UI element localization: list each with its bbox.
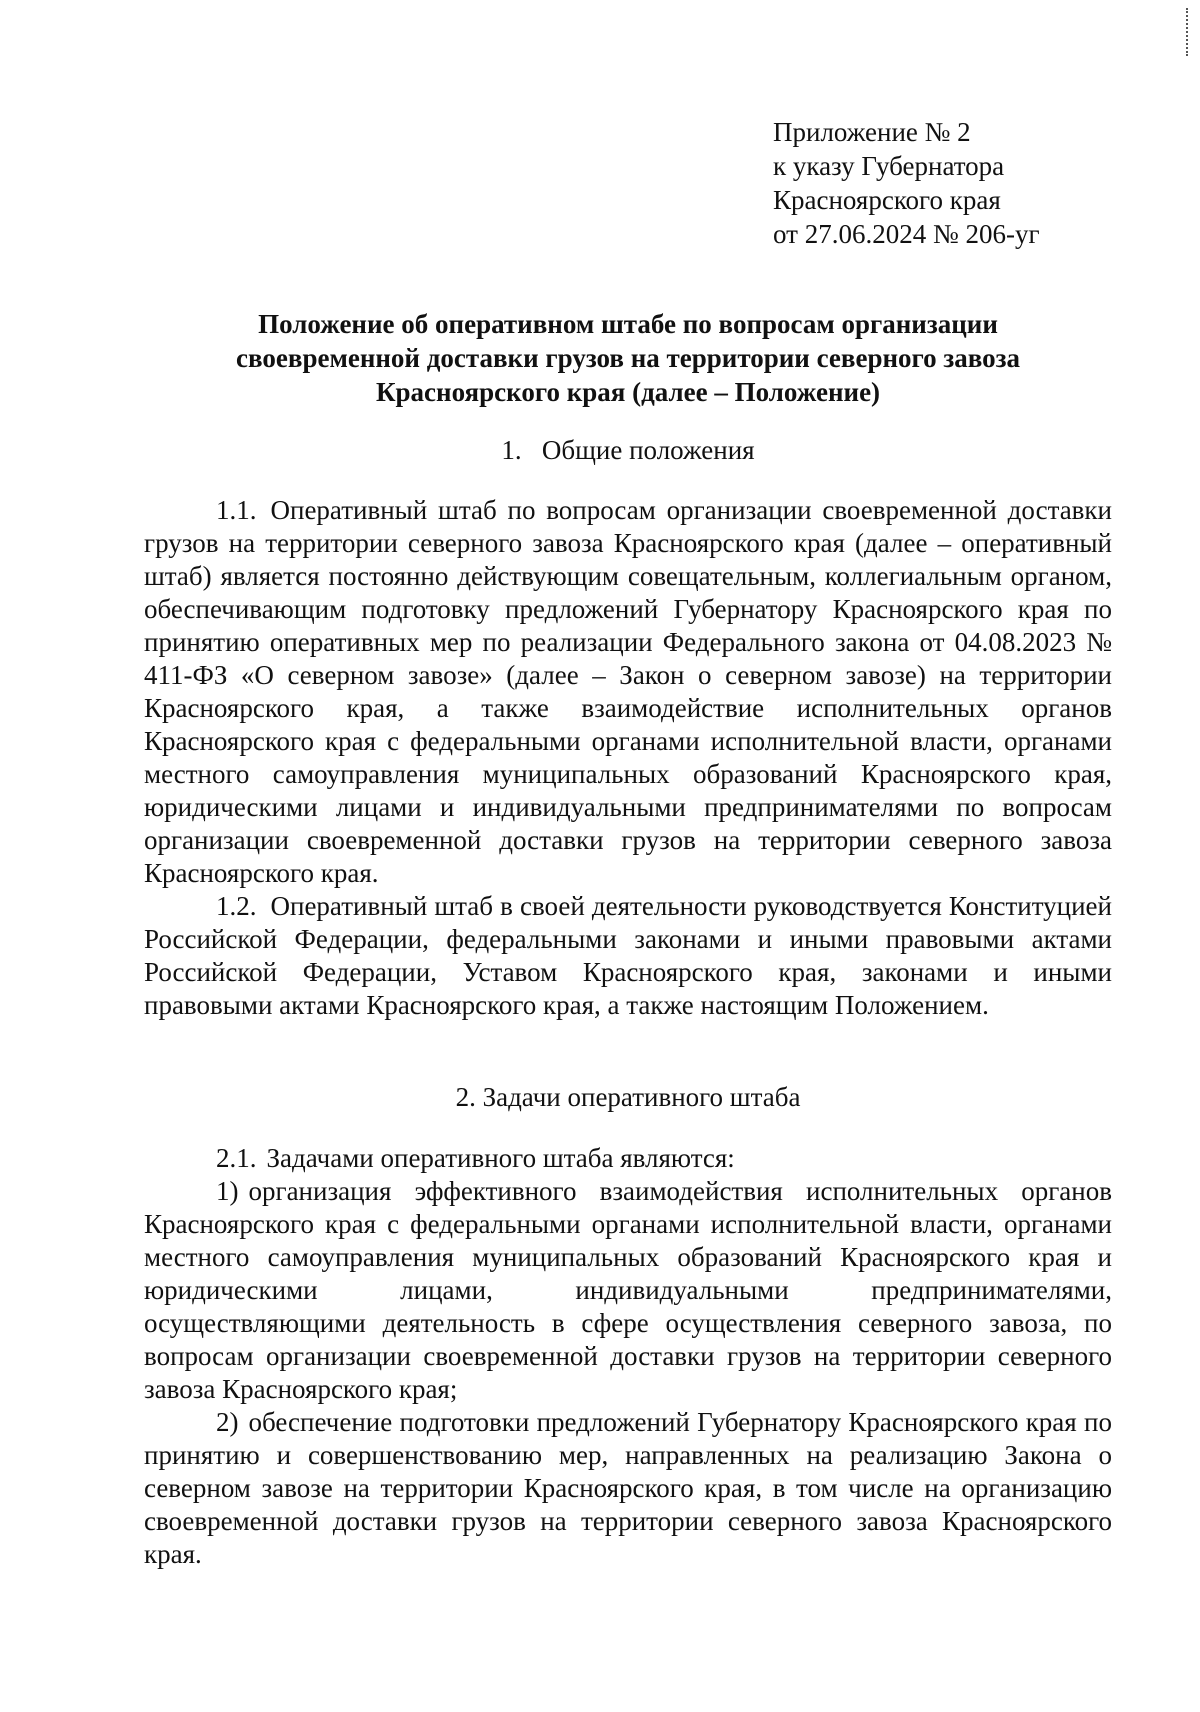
paragraph-number: 1.2. [216, 891, 257, 921]
title-line-2: своевременной доставки грузов на территории северного завоза [236, 343, 1020, 373]
list-item-text: обеспечение подготовки предложений Губернатору Красноярского края по принятию и совершенствованию мер, направленных на реализацию Закона о северном завозе на территории Красноярского края, в том числе на организацию своевременной доставки грузов на территории северного завоза Красноярского края. [144, 1407, 1112, 1569]
appendix-header [773, 115, 1040, 251]
document-title [144, 307, 1112, 409]
title-line-1: Положение об оперативном штабе по вопросам организации [258, 309, 998, 339]
paragraph-1-1 [144, 494, 1112, 890]
title-line-3: Красноярского края (далее – Положение) [375, 377, 881, 407]
paragraph-text: Оперативный штаб в своей деятельности руководствуется Конституцией Российской Федерации, федеральными законами и иными правовыми актами Российской Федерации, Уставом Красноярского края, законами и иными правовыми актами Красноярского края, а также настоящим Положением. [144, 891, 1112, 1020]
paragraph-text: Задачами оперативного штаба являются: [266, 1143, 735, 1173]
paragraph-2-1 [144, 1142, 1112, 1175]
paragraph-number: 2.1. [216, 1143, 257, 1173]
appendix-line-2: к указу Губернатора [773, 151, 1005, 181]
appendix-line-1: Приложение № 2 [773, 117, 971, 147]
scan-edge-mark [1186, 8, 1191, 56]
list-item-number: 1) [216, 1176, 239, 1206]
paragraph-number: 1.1. [216, 495, 257, 525]
section-1-body [144, 494, 1112, 1022]
paragraph-1-2 [144, 890, 1112, 1022]
list-item-number: 2) [216, 1407, 239, 1437]
section-2-body [144, 1142, 1112, 1571]
appendix-line-4: от 27.06.2024 № 206-уг [773, 219, 1040, 249]
section-1-heading [144, 433, 1112, 467]
section-1-title: Общие положения [541, 435, 755, 465]
section-1-number: 1. [501, 435, 522, 465]
appendix-line-3: Красноярского края [773, 185, 1001, 215]
paragraph-text: Оперативный штаб по вопросам организации своевременной доставки грузов на территории северного завоза Красноярского края (далее – оперативный штаб) является постоянно действующим совещательным, коллегиальным органом, обеспечивающим подготовку предложений Губернатору Красноярского края по принятию оперативных мер по реализации Федерального закона от 04.08.2023 № 411-ФЗ «О северном завозе» (далее – Закон о северном завозе) на территории Красноярского края, а также взаимодействие исполнительных органов Красноярского края с федеральными органами исполнительной власти, органами местного самоуправления муниципальных образований Красноярского края, юридическими лицами и индивидуальными предпринимателями по вопросам организации своевременной доставки грузов на территории северного завоза Красноярского края. [144, 495, 1112, 888]
list-item-2 [144, 1406, 1112, 1571]
list-item-1 [144, 1175, 1112, 1406]
section-2-heading: 2. Задачи оперативного штаба [455, 1082, 801, 1112]
list-item-text: организация эффективного взаимодействия исполнительных органов Красноярского края с федеральными органами исполнительной власти, органами местного самоуправления муниципальных образований Красноярского края и юридическими лицами, индивидуальными предпринимателями, осуществляющими деятельность в сфере осуществления северного завоза, по вопросам организации своевременной доставки грузов на территории северного завоза Красноярского края; [144, 1176, 1112, 1404]
